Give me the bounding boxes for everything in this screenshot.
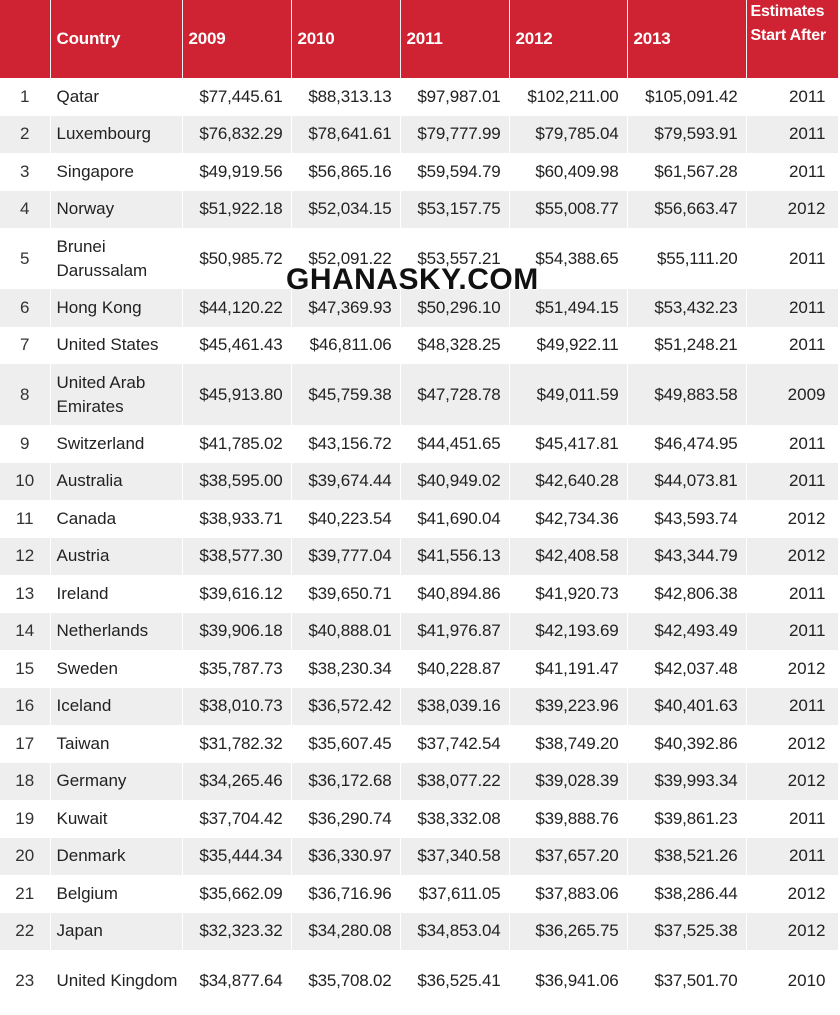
value-2010-cell: $39,650.71 xyxy=(291,575,400,613)
estimates-start-cell: 2011 xyxy=(746,838,838,876)
value-2011-cell: $47,728.78 xyxy=(400,364,509,425)
value-2011-cell: $41,976.87 xyxy=(400,613,509,651)
value-2011-cell: $59,594.79 xyxy=(400,153,509,191)
table-row xyxy=(0,538,838,576)
value-2013-cell: $56,663.47 xyxy=(627,191,746,229)
value-2010-cell: $36,716.96 xyxy=(291,875,400,913)
header-2010: 2010 xyxy=(291,0,400,78)
value-2009-cell: $45,461.43 xyxy=(182,327,291,365)
rank-cell: 3 xyxy=(0,153,50,191)
table-row xyxy=(0,463,838,501)
value-2013-cell: $49,883.58 xyxy=(627,364,746,425)
value-2011-cell: $38,332.08 xyxy=(400,800,509,838)
table-body xyxy=(0,78,838,1011)
value-2011-cell: $36,525.41 xyxy=(400,950,509,1011)
value-2009-cell: $44,120.22 xyxy=(182,289,291,327)
value-2012-cell: $39,888.76 xyxy=(509,800,627,838)
value-2009-cell: $76,832.29 xyxy=(182,116,291,154)
rank-cell: 10 xyxy=(0,463,50,501)
value-2012-cell: $54,388.65 xyxy=(509,228,627,289)
header-2011: 2011 xyxy=(400,0,509,78)
estimates-start-cell: 2011 xyxy=(746,228,838,289)
value-2009-cell: $51,922.18 xyxy=(182,191,291,229)
value-2009-cell: $34,265.46 xyxy=(182,763,291,801)
header-2013: 2013 xyxy=(627,0,746,78)
table-row xyxy=(0,613,838,651)
value-2010-cell: $56,865.16 xyxy=(291,153,400,191)
value-2010-cell: $52,034.15 xyxy=(291,191,400,229)
value-2012-cell: $37,657.20 xyxy=(509,838,627,876)
country-cell: Denmark xyxy=(50,838,182,876)
estimates-start-cell: 2011 xyxy=(746,153,838,191)
value-2009-cell: $32,323.32 xyxy=(182,913,291,951)
value-2009-cell: $38,577.30 xyxy=(182,538,291,576)
value-2011-cell: $53,557.21 xyxy=(400,228,509,289)
value-2009-cell: $39,616.12 xyxy=(182,575,291,613)
estimates-start-cell: 2011 xyxy=(746,425,838,463)
country-cell: Netherlands xyxy=(50,613,182,651)
table-row xyxy=(0,425,838,463)
value-2012-cell: $36,941.06 xyxy=(509,950,627,1011)
value-2013-cell: $79,593.91 xyxy=(627,116,746,154)
table-row xyxy=(0,116,838,154)
value-2009-cell: $34,877.64 xyxy=(182,950,291,1011)
header-row xyxy=(0,0,838,78)
country-cell: Luxembourg xyxy=(50,116,182,154)
value-2010-cell: $88,313.13 xyxy=(291,78,400,116)
value-2011-cell: $44,451.65 xyxy=(400,425,509,463)
value-2010-cell: $39,777.04 xyxy=(291,538,400,576)
estimates-start-cell: 2011 xyxy=(746,78,838,116)
table-row xyxy=(0,913,838,951)
value-2010-cell: $43,156.72 xyxy=(291,425,400,463)
value-2012-cell: $41,920.73 xyxy=(509,575,627,613)
value-2012-cell: $42,193.69 xyxy=(509,613,627,651)
value-2011-cell: $37,742.54 xyxy=(400,725,509,763)
value-2011-cell: $40,894.86 xyxy=(400,575,509,613)
estimates-start-cell: 2012 xyxy=(746,191,838,229)
value-2012-cell: $60,409.98 xyxy=(509,153,627,191)
estimates-start-cell: 2012 xyxy=(746,913,838,951)
estimates-start-cell: 2011 xyxy=(746,688,838,726)
value-2009-cell: $31,782.32 xyxy=(182,725,291,763)
header-country: Country xyxy=(50,0,182,78)
estimates-start-cell: 2011 xyxy=(746,116,838,154)
estimates-start-cell: 2011 xyxy=(746,327,838,365)
value-2013-cell: $44,073.81 xyxy=(627,463,746,501)
value-2011-cell: $53,157.75 xyxy=(400,191,509,229)
country-cell: Australia xyxy=(50,463,182,501)
country-cell: Japan xyxy=(50,913,182,951)
value-2009-cell: $50,985.72 xyxy=(182,228,291,289)
table-row xyxy=(0,191,838,229)
country-cell: Norway xyxy=(50,191,182,229)
estimates-start-cell: 2012 xyxy=(746,763,838,801)
rank-cell: 2 xyxy=(0,116,50,154)
value-2013-cell: $53,432.23 xyxy=(627,289,746,327)
table-row xyxy=(0,327,838,365)
value-2010-cell: $36,290.74 xyxy=(291,800,400,838)
rank-cell: 13 xyxy=(0,575,50,613)
value-2012-cell: $41,191.47 xyxy=(509,650,627,688)
value-2012-cell: $102,211.00 xyxy=(509,78,627,116)
table-row xyxy=(0,228,838,289)
country-cell: Taiwan xyxy=(50,725,182,763)
estimates-start-cell: 2011 xyxy=(746,575,838,613)
estimates-start-cell: 2009 xyxy=(746,364,838,425)
country-cell: Qatar xyxy=(50,78,182,116)
rank-cell: 12 xyxy=(0,538,50,576)
value-2009-cell: $35,787.73 xyxy=(182,650,291,688)
table-row xyxy=(0,875,838,913)
value-2013-cell: $55,111.20 xyxy=(627,228,746,289)
value-2013-cell: $39,861.23 xyxy=(627,800,746,838)
value-2009-cell: $35,444.34 xyxy=(182,838,291,876)
country-cell: Brunei Darussalam xyxy=(50,228,182,289)
rank-cell: 22 xyxy=(0,913,50,951)
value-2012-cell: $42,640.28 xyxy=(509,463,627,501)
value-2013-cell: $42,493.49 xyxy=(627,613,746,651)
value-2010-cell: $34,280.08 xyxy=(291,913,400,951)
value-2013-cell: $40,401.63 xyxy=(627,688,746,726)
value-2012-cell: $49,011.59 xyxy=(509,364,627,425)
estimates-start-cell: 2012 xyxy=(746,875,838,913)
rank-cell: 19 xyxy=(0,800,50,838)
value-2010-cell: $35,708.02 xyxy=(291,950,400,1011)
estimates-start-cell: 2011 xyxy=(746,463,838,501)
value-2010-cell: $36,330.97 xyxy=(291,838,400,876)
value-2009-cell: $77,445.61 xyxy=(182,78,291,116)
value-2010-cell: $45,759.38 xyxy=(291,364,400,425)
value-2011-cell: $37,611.05 xyxy=(400,875,509,913)
value-2013-cell: $38,286.44 xyxy=(627,875,746,913)
country-cell: Kuwait xyxy=(50,800,182,838)
table-row xyxy=(0,763,838,801)
rank-cell: 1 xyxy=(0,78,50,116)
rank-cell: 9 xyxy=(0,425,50,463)
value-2011-cell: $40,228.87 xyxy=(400,650,509,688)
value-2010-cell: $39,674.44 xyxy=(291,463,400,501)
estimates-start-cell: 2011 xyxy=(746,289,838,327)
value-2013-cell: $51,248.21 xyxy=(627,327,746,365)
country-cell: United Kingdom xyxy=(50,950,182,1011)
rank-cell: 23 xyxy=(0,950,50,1011)
value-2010-cell: $40,223.54 xyxy=(291,500,400,538)
header-2009: 2009 xyxy=(182,0,291,78)
value-2009-cell: $37,704.42 xyxy=(182,800,291,838)
value-2011-cell: $79,777.99 xyxy=(400,116,509,154)
value-2011-cell: $37,340.58 xyxy=(400,838,509,876)
value-2013-cell: $42,806.38 xyxy=(627,575,746,613)
rank-cell: 14 xyxy=(0,613,50,651)
rank-cell: 20 xyxy=(0,838,50,876)
table-row xyxy=(0,78,838,116)
country-cell: Switzerland xyxy=(50,425,182,463)
rank-cell: 16 xyxy=(0,688,50,726)
value-2011-cell: $38,039.16 xyxy=(400,688,509,726)
value-2010-cell: $78,641.61 xyxy=(291,116,400,154)
value-2013-cell: $37,525.38 xyxy=(627,913,746,951)
table-row xyxy=(0,575,838,613)
rank-cell: 11 xyxy=(0,500,50,538)
value-2012-cell: $55,008.77 xyxy=(509,191,627,229)
value-2012-cell: $39,223.96 xyxy=(509,688,627,726)
value-2010-cell: $40,888.01 xyxy=(291,613,400,651)
value-2011-cell: $48,328.25 xyxy=(400,327,509,365)
country-cell: United States xyxy=(50,327,182,365)
value-2011-cell: $41,556.13 xyxy=(400,538,509,576)
value-2012-cell: $49,922.11 xyxy=(509,327,627,365)
value-2013-cell: $38,521.26 xyxy=(627,838,746,876)
table-row xyxy=(0,688,838,726)
estimates-start-cell: 2011 xyxy=(746,613,838,651)
table-row xyxy=(0,364,838,425)
value-2009-cell: $49,919.56 xyxy=(182,153,291,191)
rank-cell: 7 xyxy=(0,327,50,365)
value-2013-cell: $42,037.48 xyxy=(627,650,746,688)
estimates-start-cell: 2012 xyxy=(746,725,838,763)
value-2010-cell: $52,091.22 xyxy=(291,228,400,289)
value-2013-cell: $40,392.86 xyxy=(627,725,746,763)
country-cell: Canada xyxy=(50,500,182,538)
value-2013-cell: $43,593.74 xyxy=(627,500,746,538)
rank-cell: 15 xyxy=(0,650,50,688)
header-2012: 2012 xyxy=(509,0,627,78)
value-2012-cell: $42,734.36 xyxy=(509,500,627,538)
value-2013-cell: $61,567.28 xyxy=(627,153,746,191)
rank-cell: 5 xyxy=(0,228,50,289)
value-2009-cell: $38,933.71 xyxy=(182,500,291,538)
table-row xyxy=(0,838,838,876)
value-2013-cell: $46,474.95 xyxy=(627,425,746,463)
country-cell: Sweden xyxy=(50,650,182,688)
value-2011-cell: $50,296.10 xyxy=(400,289,509,327)
value-2012-cell: $38,749.20 xyxy=(509,725,627,763)
estimates-start-cell: 2012 xyxy=(746,650,838,688)
value-2013-cell: $37,501.70 xyxy=(627,950,746,1011)
value-2012-cell: $45,417.81 xyxy=(509,425,627,463)
value-2013-cell: $105,091.42 xyxy=(627,78,746,116)
value-2010-cell: $47,369.93 xyxy=(291,289,400,327)
value-2010-cell: $36,172.68 xyxy=(291,763,400,801)
rank-cell: 17 xyxy=(0,725,50,763)
country-cell: Ireland xyxy=(50,575,182,613)
country-cell: Singapore xyxy=(50,153,182,191)
country-cell: Hong Kong xyxy=(50,289,182,327)
value-2009-cell: $38,010.73 xyxy=(182,688,291,726)
value-2012-cell: $37,883.06 xyxy=(509,875,627,913)
value-2009-cell: $41,785.02 xyxy=(182,425,291,463)
value-2012-cell: $51,494.15 xyxy=(509,289,627,327)
table-row xyxy=(0,950,838,1011)
country-cell: Austria xyxy=(50,538,182,576)
value-2011-cell: $38,077.22 xyxy=(400,763,509,801)
value-2010-cell: $35,607.45 xyxy=(291,725,400,763)
value-2011-cell: $40,949.02 xyxy=(400,463,509,501)
value-2012-cell: $42,408.58 xyxy=(509,538,627,576)
rank-cell: 6 xyxy=(0,289,50,327)
estimates-start-cell: 2010 xyxy=(746,950,838,1011)
value-2009-cell: $35,662.09 xyxy=(182,875,291,913)
value-2011-cell: $41,690.04 xyxy=(400,500,509,538)
rank-cell: 8 xyxy=(0,364,50,425)
estimates-start-cell: 2011 xyxy=(746,800,838,838)
value-2013-cell: $39,993.34 xyxy=(627,763,746,801)
value-2011-cell: $97,987.01 xyxy=(400,78,509,116)
country-cell: Germany xyxy=(50,763,182,801)
value-2012-cell: $36,265.75 xyxy=(509,913,627,951)
table-row xyxy=(0,153,838,191)
table-row xyxy=(0,500,838,538)
country-cell: Iceland xyxy=(50,688,182,726)
table-row xyxy=(0,725,838,763)
estimates-start-cell: 2012 xyxy=(746,500,838,538)
value-2009-cell: $45,913.80 xyxy=(182,364,291,425)
estimates-start-cell: 2012 xyxy=(746,538,838,576)
table-row xyxy=(0,800,838,838)
country-cell: Belgium xyxy=(50,875,182,913)
value-2010-cell: $36,572.42 xyxy=(291,688,400,726)
watermark: GHANASKY.COM xyxy=(286,263,539,296)
header-rank xyxy=(0,0,50,78)
value-2009-cell: $38,595.00 xyxy=(182,463,291,501)
value-2011-cell: $34,853.04 xyxy=(400,913,509,951)
rank-cell: 21 xyxy=(0,875,50,913)
table-row xyxy=(0,289,838,327)
rank-cell: 18 xyxy=(0,763,50,801)
header-estimates-start-after: Estimates Start After xyxy=(746,0,838,78)
value-2013-cell: $43,344.79 xyxy=(627,538,746,576)
value-2009-cell: $39,906.18 xyxy=(182,613,291,651)
rank-cell: 4 xyxy=(0,191,50,229)
value-2010-cell: $46,811.06 xyxy=(291,327,400,365)
value-2012-cell: $39,028.39 xyxy=(509,763,627,801)
value-2010-cell: $38,230.34 xyxy=(291,650,400,688)
country-cell: United Arab Emirates xyxy=(50,364,182,425)
value-2012-cell: $79,785.04 xyxy=(509,116,627,154)
table-row xyxy=(0,650,838,688)
